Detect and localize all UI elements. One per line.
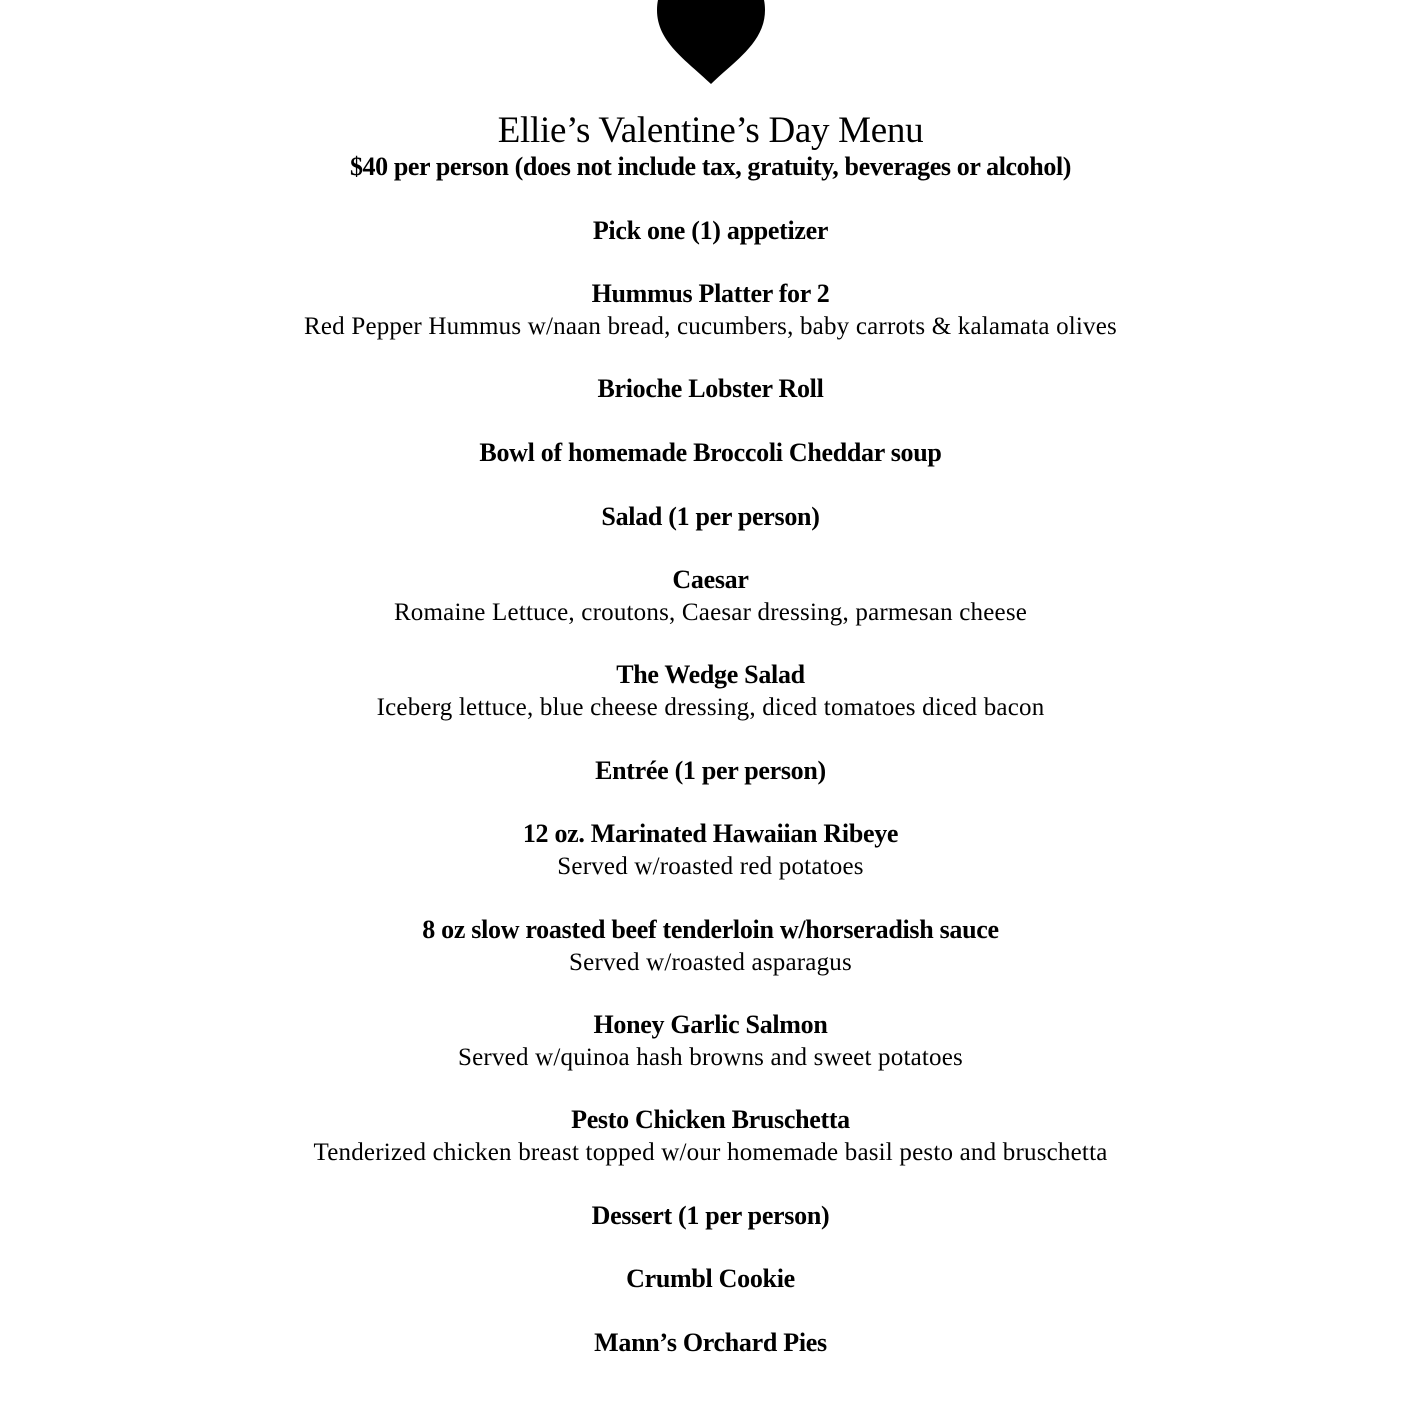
menu-item-name: Mann’s Orchard Pies <box>594 1328 827 1357</box>
section-heading-dessert: Dessert (1 per person) <box>591 1201 830 1230</box>
section-heading-appetizer: Pick one (1) appetizer <box>592 216 829 245</box>
menu-item-description: Iceberg lettuce, blue cheese dressing, diced tomatoes diced bacon <box>376 694 1045 721</box>
section-heading-entree: Entrée (1 per person) <box>595 756 826 785</box>
menu-item-name: 8 oz slow roasted beef tenderloin w/horseradish sauce <box>422 915 999 944</box>
menu-item-name: 12 oz. Marinated Hawaiian Ribeye <box>522 819 899 848</box>
menu-item-name: The Wedge Salad <box>616 660 805 689</box>
heart-icon <box>656 0 766 86</box>
menu-item-name: Hummus Platter for 2 <box>591 279 830 308</box>
menu-item-description: Red Pepper Hummus w/naan bread, cucumbers, baby carrots & kalamata olives <box>304 313 1117 340</box>
menu-item-description: Romaine Lettuce, croutons, Caesar dressing, parmesan cheese <box>393 599 1028 626</box>
menu-item-description: Tenderized chicken breast topped w/our homemade basil pesto and bruschetta <box>313 1139 1108 1166</box>
price-note: $40 per person (does not include tax, gratuity, beverages or alcohol) <box>349 152 1072 181</box>
menu-item-name: Pesto Chicken Bruschetta <box>571 1105 850 1134</box>
menu-item-description: Served w/quinoa hash browns and sweet potatoes <box>458 1044 963 1071</box>
menu-item-description: Served w/roasted red potatoes <box>557 853 864 880</box>
menu-item-name: Caesar <box>672 565 749 594</box>
section-heading-salad: Salad (1 per person) <box>601 502 820 531</box>
menu-item-name: Bowl of homemade Broccoli Cheddar soup <box>479 438 942 467</box>
menu-title: Ellie’s Valentine’s Day Menu <box>497 110 924 151</box>
menu-item-name: Crumbl Cookie <box>626 1264 795 1293</box>
menu-item-name: Brioche Lobster Roll <box>597 374 824 403</box>
menu-item-name: Honey Garlic Salmon <box>593 1010 828 1039</box>
menu-item-description: Served w/roasted asparagus <box>569 949 852 976</box>
